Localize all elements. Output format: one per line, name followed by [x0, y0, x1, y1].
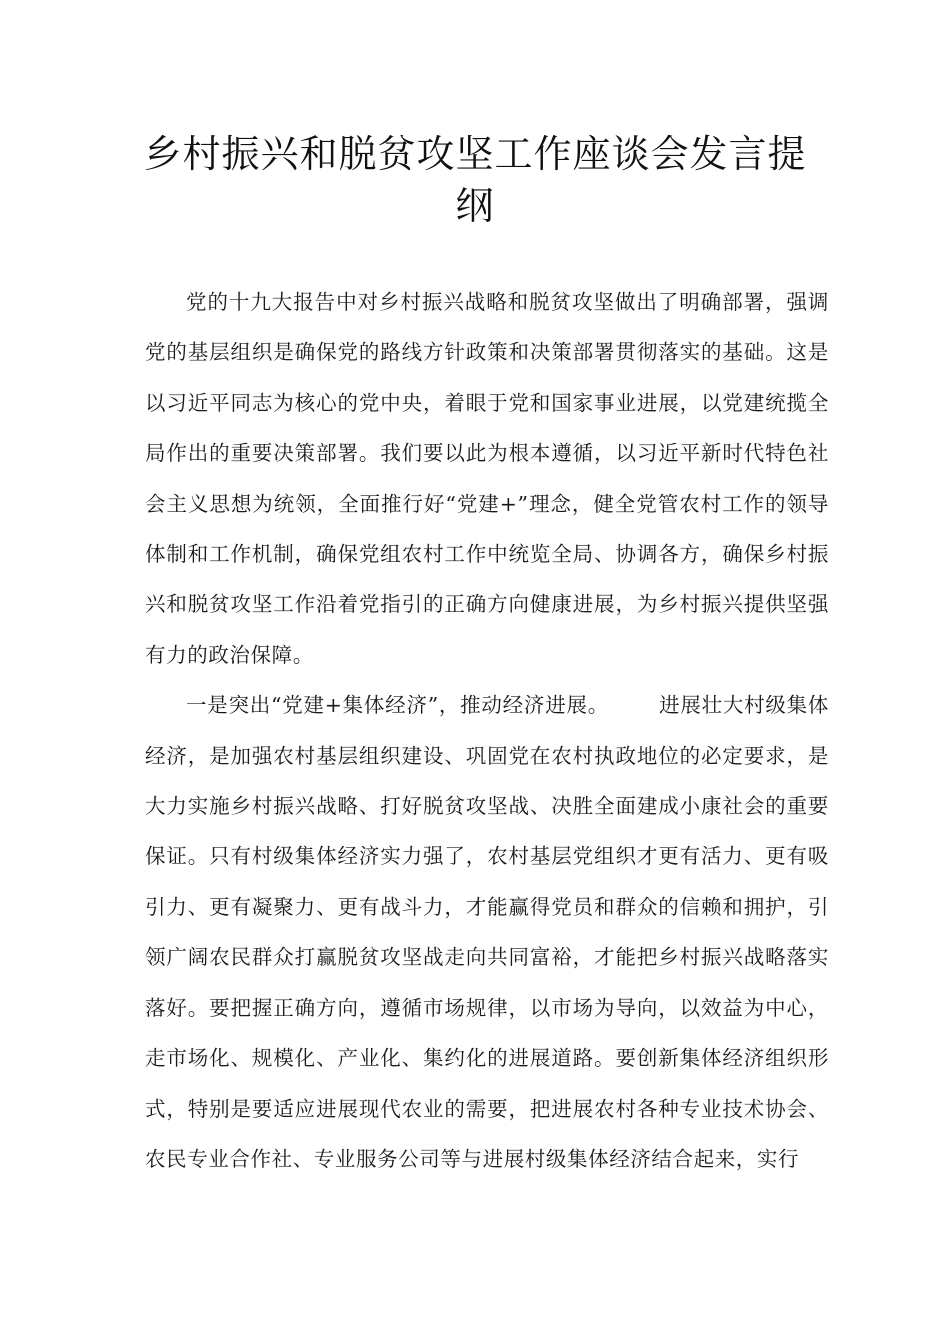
document-title: 乡村振兴和脱贫攻坚工作座谈会发言提纲 [143, 132, 807, 228]
paragraph-intro [145, 277, 829, 680]
paragraph-point-one-heading: 一是突出“党建+集体经济”，推动经济进展。 [186, 693, 609, 718]
paragraph-intro-text: 党的十九大报告中对乡村振兴战略和脱贫攻坚做出了明确部署，强调党的基层组织是确保党的路线方针政策和决策部署贯彻落实的基础。这是以习近平同志为核心的党中央，着眼于党和国家事业进展，以党建统揽全局作出的重要决策部署。我们要以此为根本遵循，以习近平新时代特色社会主义思想为统领，全面推行好“党建+”理念，健全党管农村工作的领导体制和工作机制，确保党组农村工作中统览全局、协调各方，确保乡村振兴和脱贫攻坚工作沿着党指引的正确方向健康进展，为乡村振兴提供坚强有力的政治保障。 [145, 290, 829, 667]
paragraph-point-one-text: 进展壮大村级集体经济，是加强农村基层组织建设、巩固党在农村执政地位的必定要求，是大力实施乡村振兴战略、打好脱贫攻坚战、决胜全面建成小康社会的重要保证。只有村级集体经济实力强了，农村基层党组织才更有活力、更有吸引力、更有凝聚力、更有战斗力，才能赢得党员和群众的信赖和拥护，引领广阔农民群众打赢脱贫攻坚战走向共同富裕，才能把乡村振兴战略落实落好。要把握正确方向，遵循市场规律，以市场为导向，以效益为中心，走市场化、规模化、产业化、集约化的进展道路。要创新集体经济组织形式，特别是要适应进展现代农业的需要，把进展农村各种专业技术协会、农民专业合作社、专业服务公司等与进展村级集体经济结合起来，实行 [145, 693, 829, 1171]
paragraph-point-one [145, 680, 829, 1184]
document-body [145, 277, 829, 1184]
